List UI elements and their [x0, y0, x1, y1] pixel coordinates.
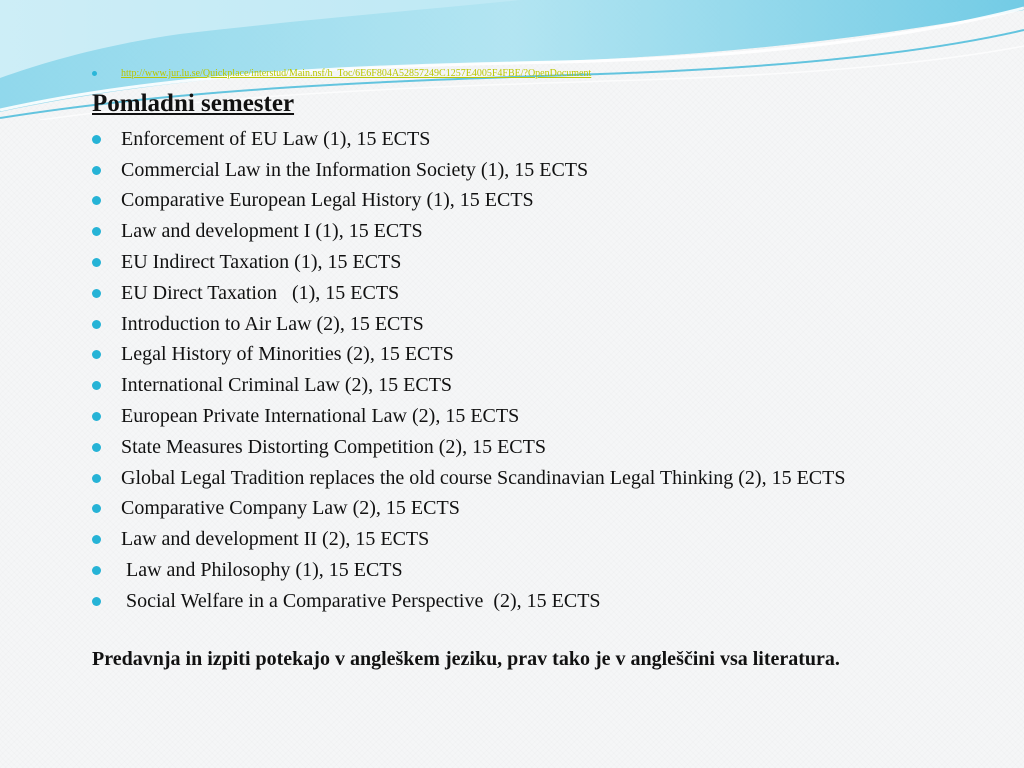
list-item — [92, 586, 845, 617]
course-name: EU Indirect Taxation (1), 15 ECTS — [121, 251, 402, 274]
course-name: Introduction to Air Law (2), 15 ECTS — [121, 312, 424, 335]
bullet-icon — [92, 135, 101, 144]
course-name: Global Legal Tradition replaces the old course Scandinavian Legal Thinking (2), 15 ECTS — [121, 466, 846, 489]
bullet-icon — [92, 166, 101, 175]
language-note: Predavnja in izpiti potekajo v angleškem jeziku, prav tako je v angleščini vsa literatura. — [92, 648, 840, 670]
list-item — [92, 463, 845, 494]
list-item — [92, 370, 845, 401]
list-item — [92, 216, 845, 247]
list-item — [92, 247, 845, 278]
bullet-icon — [92, 227, 101, 236]
course-name: Comparative Company Law (2), 15 ECTS — [121, 497, 460, 520]
bullet-icon — [92, 412, 101, 421]
list-item — [92, 155, 845, 186]
bullet-icon — [92, 566, 101, 575]
list-item — [92, 524, 845, 555]
bullet-icon — [92, 196, 101, 205]
course-name: EU Direct Taxation (1), 15 ECTS — [121, 281, 400, 304]
list-item — [92, 309, 845, 340]
course-name: Law and development II (2), 15 ECTS — [121, 528, 430, 551]
bullet-icon — [92, 474, 101, 483]
course-name: Social Welfare in a Comparative Perspective (2), 15 ECTS — [121, 589, 601, 612]
list-item — [92, 124, 845, 155]
bullet-icon — [92, 258, 101, 267]
list-item — [92, 432, 845, 463]
course-name: Law and development I (1), 15 ECTS — [121, 220, 423, 243]
course-name: Commercial Law in the Information Society (1), 15 ECTS — [121, 158, 589, 181]
list-item — [92, 186, 845, 217]
course-name: Legal History of Minorities (2), 15 ECTS — [121, 343, 454, 366]
list-item — [92, 494, 845, 525]
link-row — [92, 68, 591, 79]
bullet-icon — [92, 504, 101, 513]
course-name: European Private International Law (2), 15 ECTS — [121, 405, 520, 428]
course-name: Law and Philosophy (1), 15 ECTS — [121, 559, 403, 582]
slide-heading: Pomladni semester — [92, 90, 295, 117]
course-name: Enforcement of EU Law (1), 15 ECTS — [121, 127, 431, 150]
course-name: State Measures Distorting Competition (2), 15 ECTS — [121, 435, 546, 458]
course-catalog-link[interactable]: http://www.jur.lu.se/Quickplace/interstud/Main.nsf/h_Toc/6E6F804A52857249C1257E4005F4FBE/?OpenDocument — [121, 68, 592, 79]
list-item — [92, 278, 845, 309]
bullet-icon — [92, 320, 101, 329]
list-item — [92, 555, 845, 586]
bullet-icon — [92, 350, 101, 359]
bullet-icon — [92, 535, 101, 544]
bullet-icon — [92, 289, 101, 298]
bullet-icon — [92, 71, 97, 76]
list-item — [92, 401, 845, 432]
bullet-icon — [92, 443, 101, 452]
course-name: Comparative European Legal History (1), 15 ECTS — [121, 189, 534, 212]
course-name: International Criminal Law (2), 15 ECTS — [121, 374, 453, 397]
list-item — [92, 340, 845, 371]
bullet-icon — [92, 597, 101, 606]
course-list — [92, 124, 845, 617]
bullet-icon — [92, 381, 101, 390]
